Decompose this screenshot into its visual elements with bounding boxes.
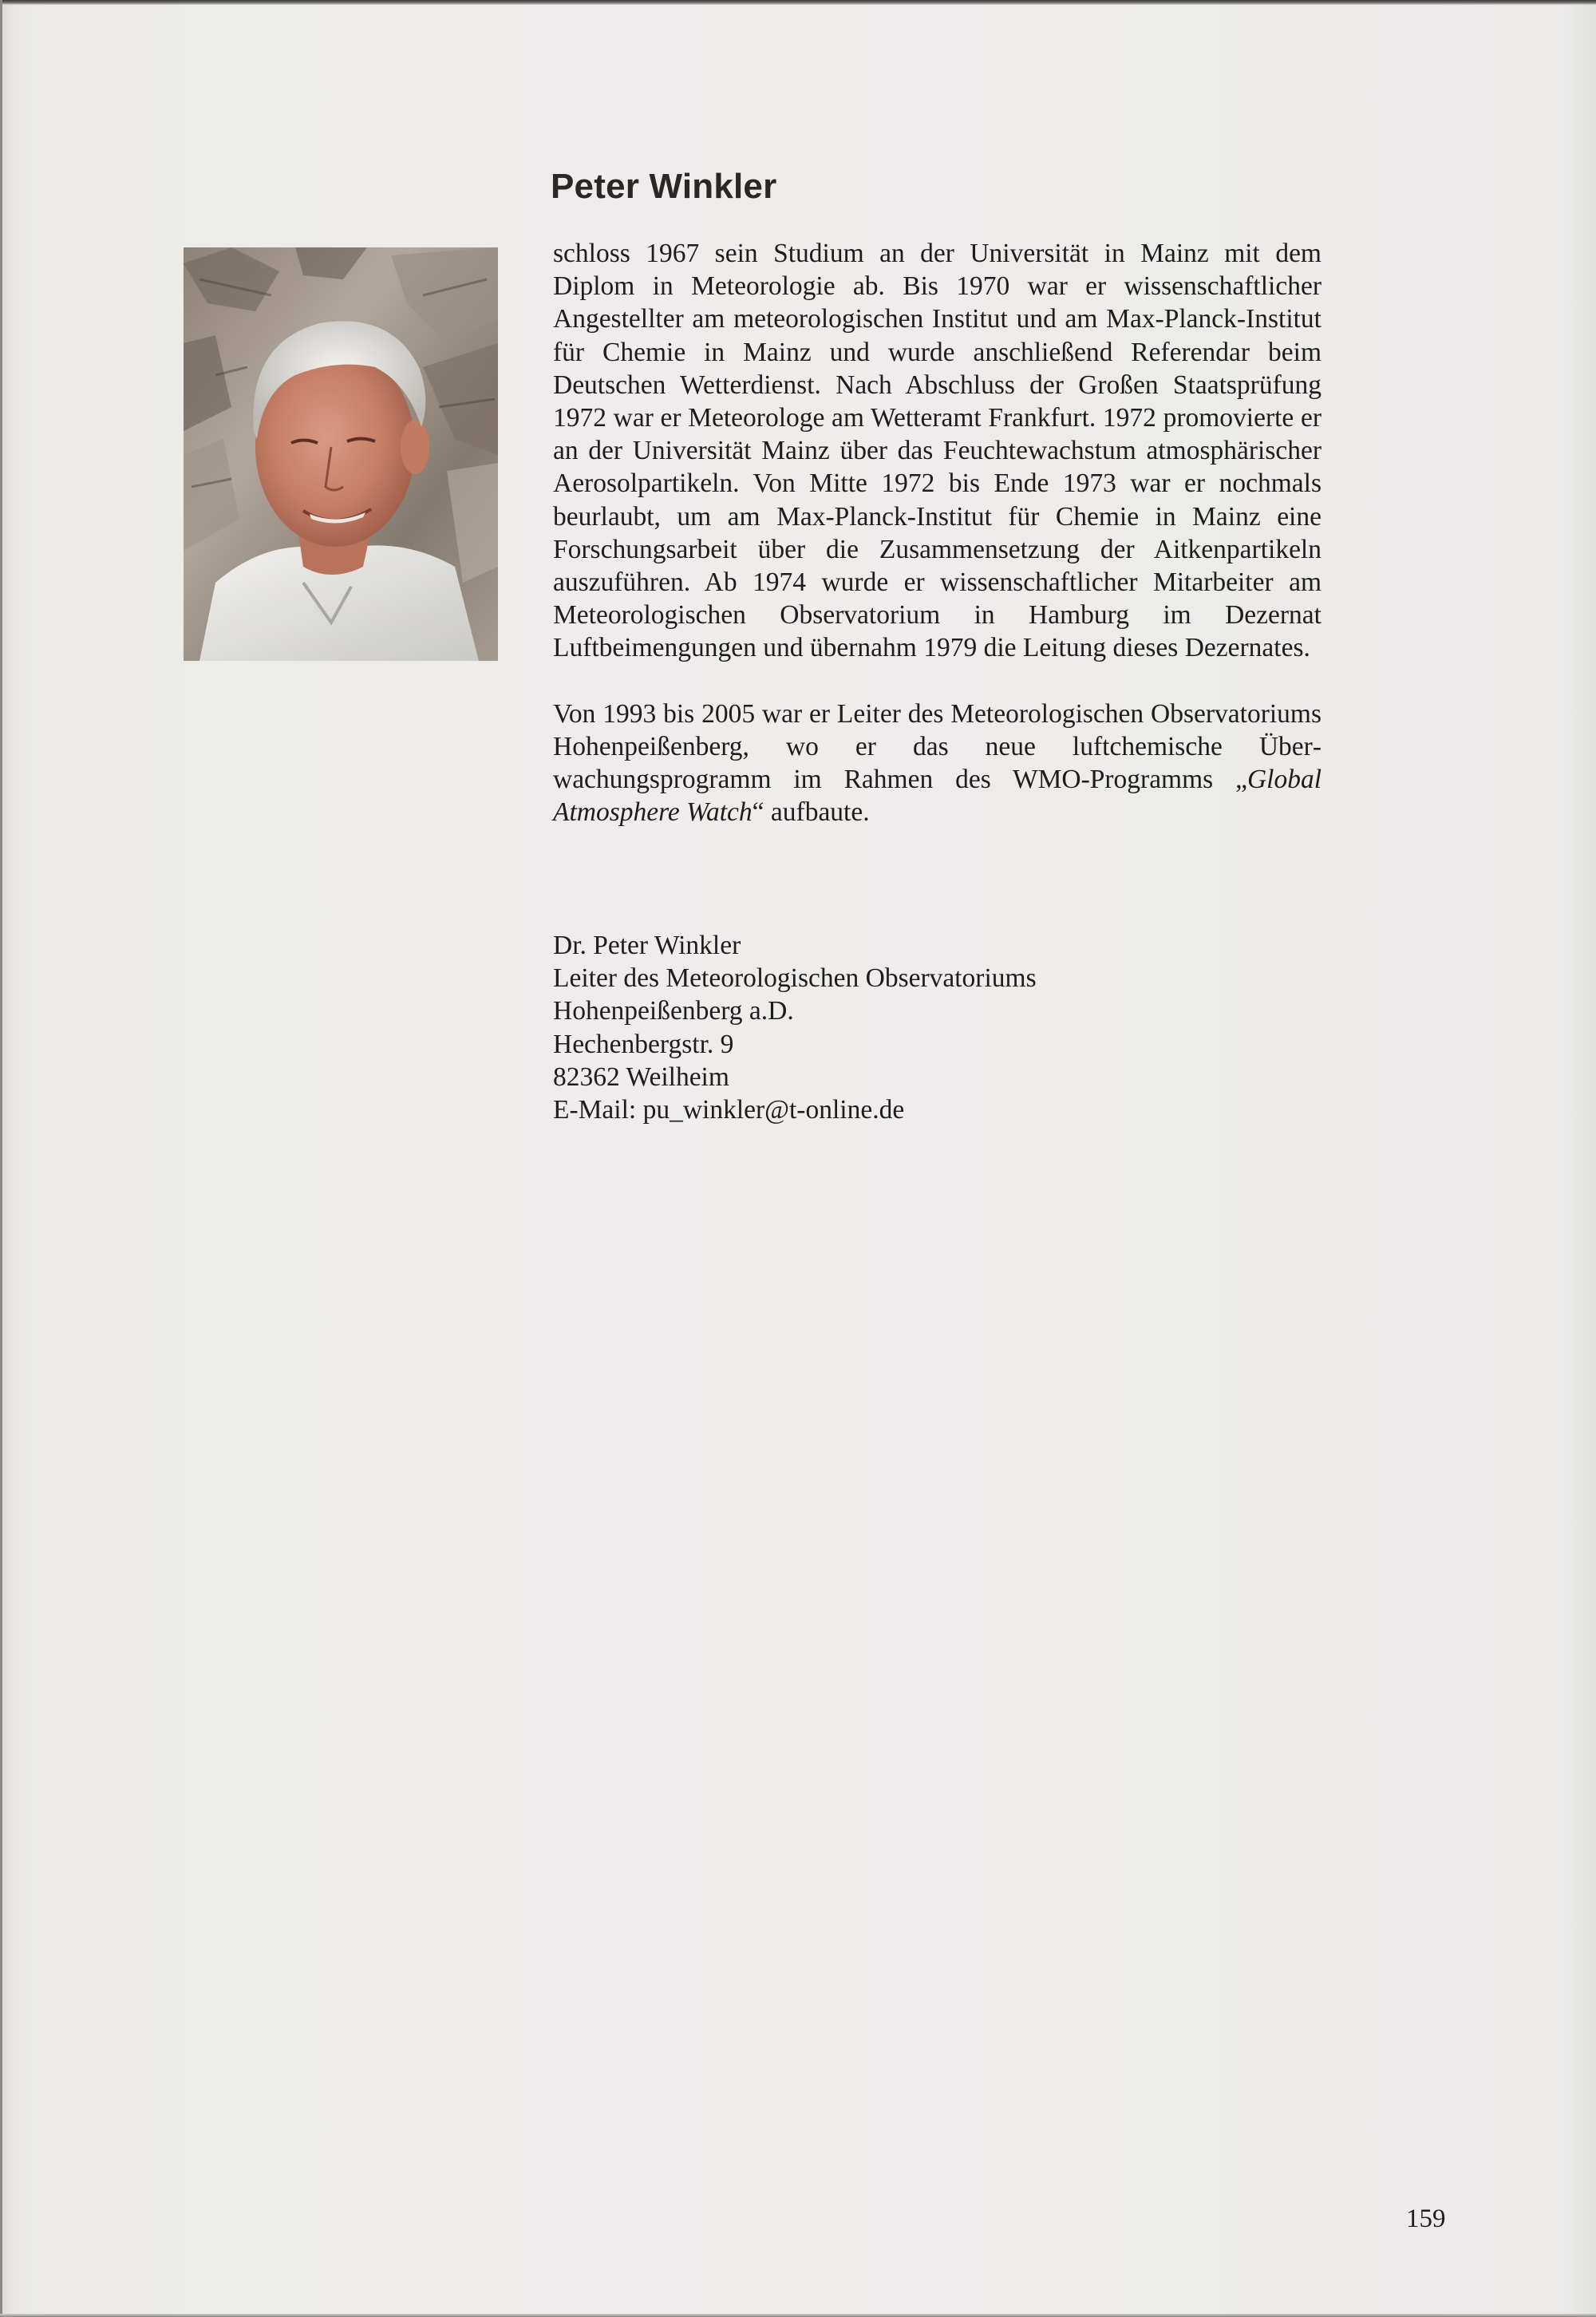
bio-program-name: Global Atmosphere Watch: [553, 765, 1321, 828]
biography-text: [553, 237, 1321, 828]
address-street: Hechenbergstr. 9: [553, 1029, 734, 1059]
page-bottom-edge: [0, 2314, 1596, 2317]
bio-paragraph-2-text-end: “ aufbaute.: [752, 797, 870, 828]
bio-paragraph-2: [553, 698, 1321, 829]
address-position: Leiter des Meteorologischen Observatoriums: [553, 963, 1037, 994]
page-top-edge: [0, 0, 1596, 5]
address-name: Dr. Peter Winkler: [553, 931, 741, 960]
bio-paragraph-1: schloss 1967 sein Studium an der Universität in Mainz mit dem Diplom in Meteorologie ab. Bis 1970 war er wissenschaftlicher Angestellter am meteorologischen Institut und am Max-Planck-Institut für Chemie in Mainz und wurde anschließend Referendar beim Deutschen Wetterdienst. Nach Abschluss der Großen Staatsprüfung 1972 war er Meteorologe am Wetteramt Frankfurt. 1972 promovierte er an der Universität Mainz über das Feuchtewachstum atmosphärischer Aerosolpartikeln. Von Mitte 1972 bis Ende 1973 war er nochmals beurlaubt, um am Max-Planck-Institut für Chemie in Mainz eine Forschungsarbeit über die Zusammensetzung der Aitkenpartikeln auszuführen. Ab 1974 wurde er wissenschaftlicher Mitarbeiter am Meteorologischen Observatorium in Hamburg im Dezernat Luftbeimengungen und übernahm 1979 die Leitung dieses Dezernates.: [553, 239, 1321, 663]
page-number: 159: [1406, 2204, 1446, 2233]
portrait-photo: [184, 247, 498, 661]
address-city: 82362 Weilheim: [553, 1062, 729, 1092]
contact-address: [553, 929, 1321, 1126]
bio-paragraph-2-text-start: Von 1993 bis 2005 war er Leiter des Meteorologischen Observatoriums Hohenpeißenberg, wo er das neue luftchemische Überwachungsprogramm im Rahmen des WMO-Programms „: [553, 698, 1321, 795]
page-title: Peter Winkler: [551, 167, 777, 206]
address-email: E-Mail: pu_winkler@t-online.de: [553, 1095, 905, 1125]
portrait-photo-icon: [184, 247, 498, 661]
address-position-location: Hohenpeißenberg a.D.: [553, 996, 794, 1026]
page-binding-edge: [0, 0, 2, 2317]
